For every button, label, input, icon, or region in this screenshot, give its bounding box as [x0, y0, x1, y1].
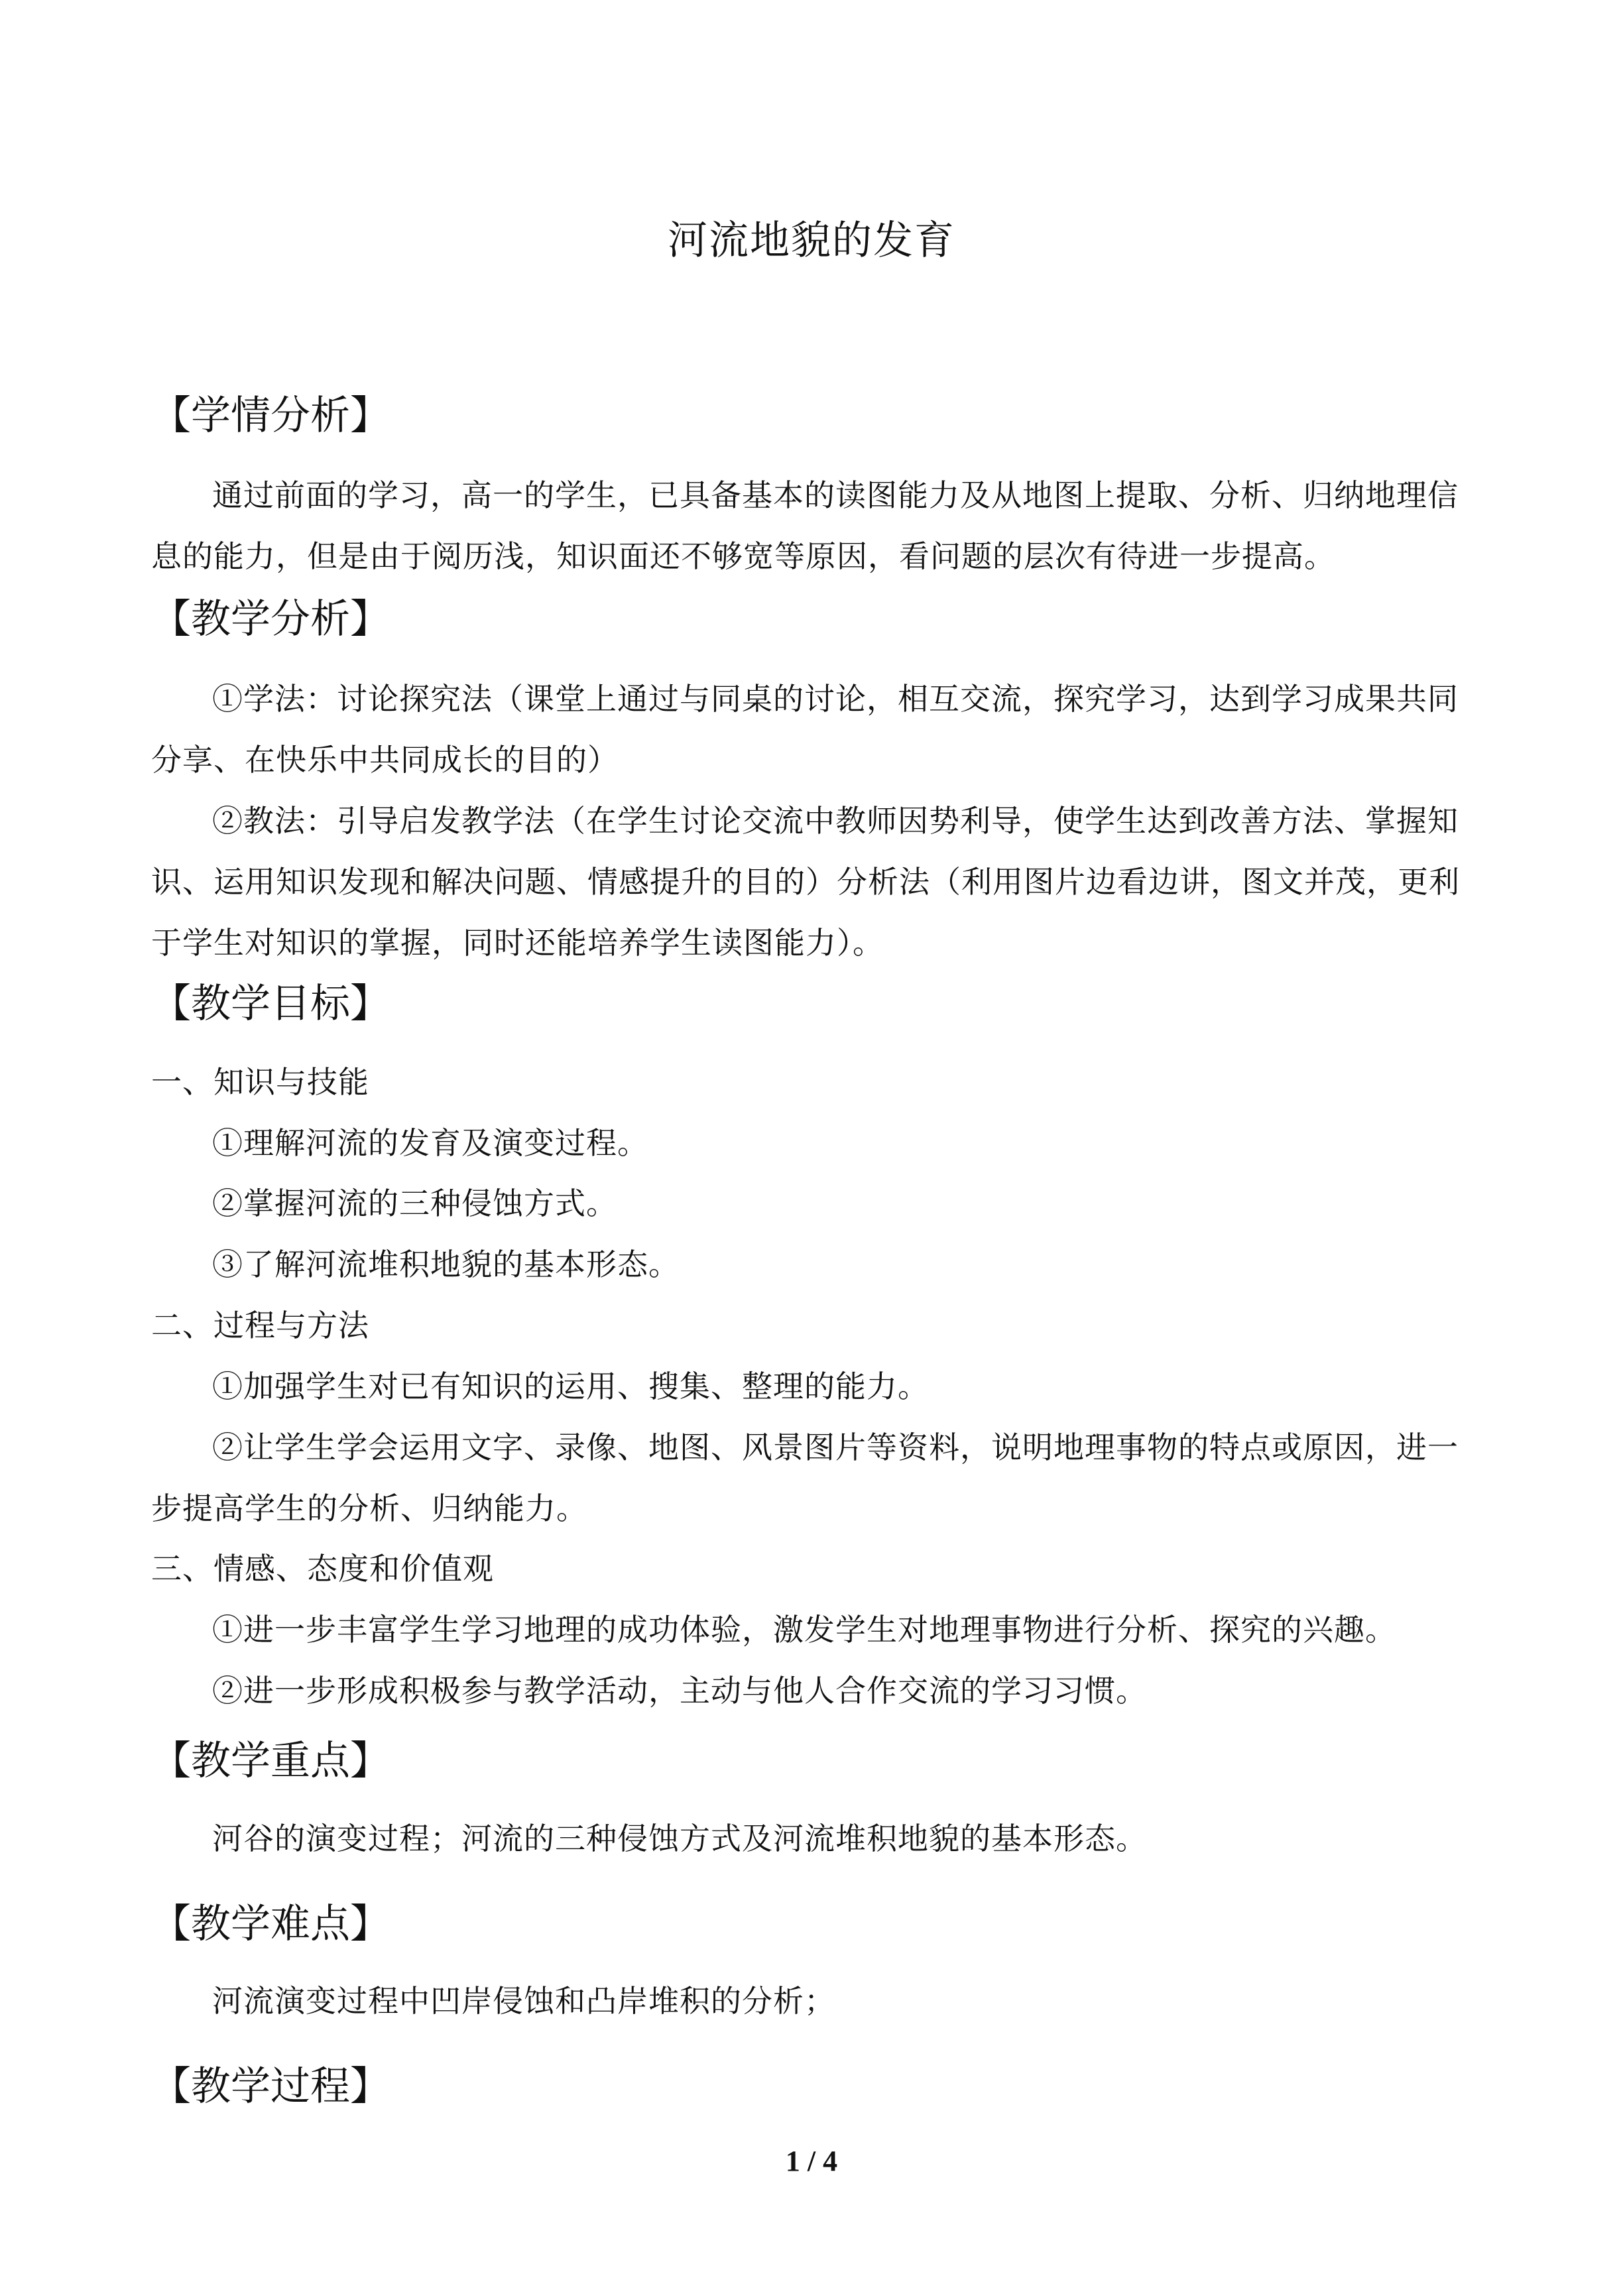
section-heading-difficult-points: 【教学难点】 [151, 1901, 390, 1947]
objective-part-knowledge-skills: 一、知识与技能 [151, 1064, 369, 1100]
objective-item-paragraph: ②让学生学会运用文字、录像、地图、风景图片等资料，说明地理事物的特点或原因，进一步提高学生的分析、归纳能力。 [151, 1429, 1459, 1526]
objective-item: ③了解河流堆积地貌的基本形态。 [212, 1246, 680, 1282]
section-heading-teaching-objectives: 【教学目标】 [151, 981, 390, 1027]
page-indicator: 1 / 4 [785, 2145, 838, 2177]
objective-part-process-methods: 二、过程与方法 [151, 1307, 369, 1343]
objective-item: ②进一步形成积极参与教学活动，主动与他人合作交流的学习习惯。 [212, 1673, 1147, 1709]
section-heading-key-points: 【教学重点】 [151, 1738, 390, 1784]
learner-analysis-paragraph: 通过前面的学习，高一的学生，已具备基本的读图能力及从地图上提取、分析、归纳地理信息的能力，但是由于阅历浅，知识面还不够宽等原因，看问题的层次有待进一步提高。 [151, 477, 1459, 574]
key-points-text: 河谷的演变过程；河流的三种侵蚀方式及河流堆积地貌的基本形态。 [212, 1821, 1147, 1856]
section-heading-teaching-analysis: 【教学分析】 [151, 596, 390, 642]
objective-item: ②掌握河流的三种侵蚀方式。 [212, 1185, 617, 1221]
learning-method-paragraph: ①学法：讨论探究法（课堂上通过与同桌的讨论，相互交流，探究学习，达到学习成果共同分享、在快乐中共同成长的目的） [151, 681, 1459, 778]
section-heading-teaching-process: 【教学过程】 [151, 2063, 390, 2110]
document-title: 河流地貌的发育 [668, 217, 955, 264]
objective-item: ①进一步丰富学生学习地理的成功体验，激发学生对地理事物进行分析、探究的兴趣。 [212, 1612, 1396, 1648]
objective-item: ①理解河流的发育及演变过程。 [212, 1125, 648, 1161]
section-heading-learner-analysis: 【学情分析】 [151, 393, 390, 439]
teaching-method-paragraph: ②教法：引导启发教学法（在学生讨论交流中教师因势利导，使学生达到改善方法、掌握知识、运用知识发现和解决问题、情感提升的目的）分析法（利用图片边看边讲，图文并茂，更利于学生对知识的掌握，同时还能培养学生读图能力）。 [151, 803, 1460, 961]
objective-item: ①加强学生对已有知识的运用、搜集、整理的能力。 [212, 1368, 929, 1404]
objective-part-attitudes-values: 三、情感、态度和价值观 [151, 1551, 494, 1587]
difficult-points-text: 河流演变过程中凹岸侵蚀和凸岸堆积的分析； [212, 1983, 835, 2019]
